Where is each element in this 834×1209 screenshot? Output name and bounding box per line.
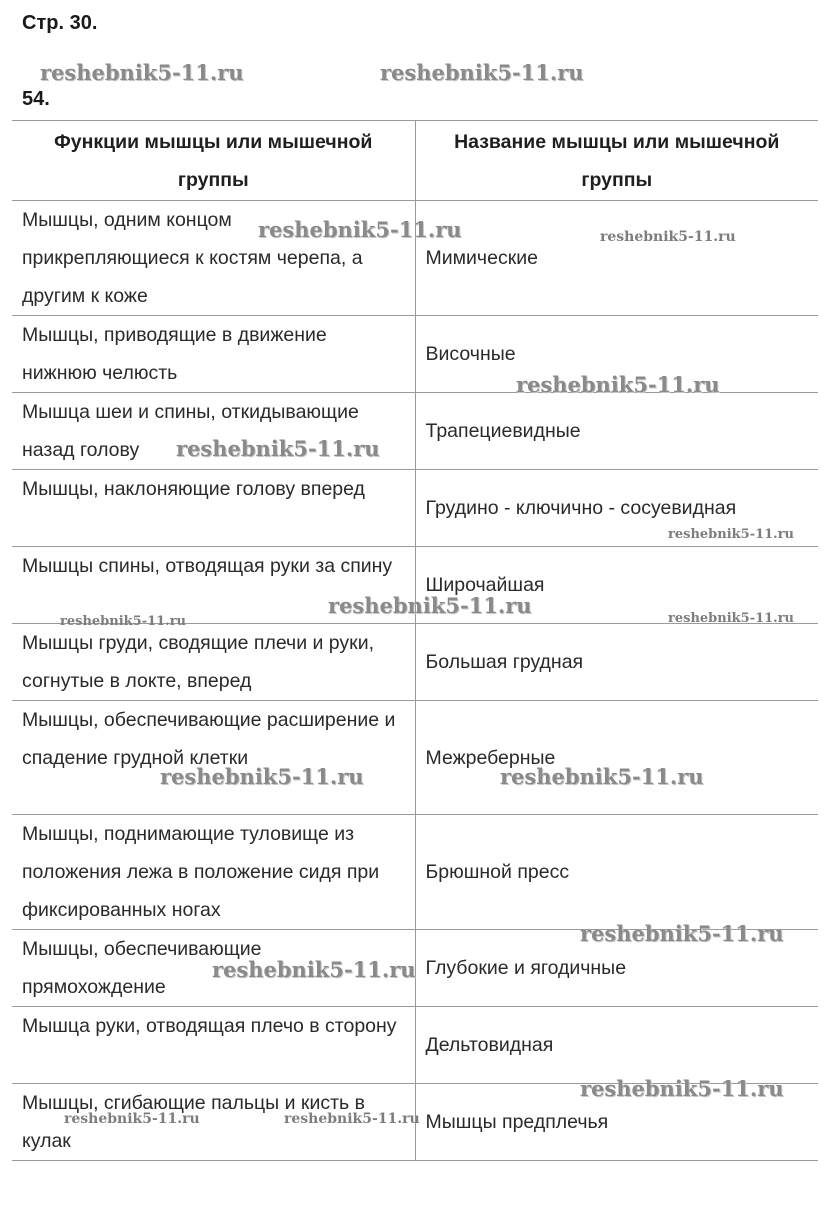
watermark: reshebnik5-11.ru xyxy=(212,957,416,982)
watermark: reshebnik5-11.ru xyxy=(328,593,532,618)
answer-table xyxy=(12,120,818,1161)
muscle-name-cell: Глубокие и ягодичные xyxy=(415,930,818,1007)
table-row xyxy=(12,701,818,815)
muscle-name-cell: Большая грудная xyxy=(415,624,818,701)
table-row xyxy=(12,316,818,393)
muscle-name-cell: Широчайшая xyxy=(415,547,818,624)
watermark: reshebnik5-11.ru xyxy=(600,229,736,245)
muscle-name-cell: Височные xyxy=(415,316,818,393)
table-row xyxy=(12,393,818,470)
muscle-name-cell: Грудино - ключично - сосуевидная xyxy=(415,470,818,547)
table-row xyxy=(12,815,818,930)
function-cell: Мышцы, поднимающие туловище из положения лежа в положение сидя при фиксированных ногах xyxy=(12,815,415,930)
function-cell: Мышцы спины, отводящая руки за спину xyxy=(12,547,415,624)
watermark: reshebnik5-11.ru xyxy=(40,60,244,85)
muscle-name-cell: Мимические xyxy=(415,201,818,316)
function-cell: Мышцы, одним концом прикрепляющиеся к костям черепа, а другим к коже xyxy=(12,201,415,316)
watermark: reshebnik5-11.ru xyxy=(176,436,380,461)
function-cell: Мышцы груди, сводящие плечи и руки, согнутые в локте, вперед xyxy=(12,624,415,701)
watermark: reshebnik5-11.ru xyxy=(580,1076,784,1101)
watermark: reshebnik5-11.ru xyxy=(500,764,704,789)
header-functions: Функции мышцы или мышечной группы xyxy=(12,121,415,201)
function-cell: Мышцы, наклоняющие голову вперед xyxy=(12,470,415,547)
muscle-name-cell: Мышцы предплечья xyxy=(415,1084,818,1161)
watermark: reshebnik5-11.ru xyxy=(516,372,720,397)
table-row xyxy=(12,470,818,547)
watermark: reshebnik5-11.ru xyxy=(580,921,784,946)
function-cell: Мышцы, обеспечивающие прямохождение xyxy=(12,930,415,1007)
table-row xyxy=(12,201,818,316)
muscle-name-cell: Брюшной пресс xyxy=(415,815,818,930)
watermark: reshebnik5-11.ru xyxy=(64,1111,200,1127)
muscle-name-cell: Трапециевидные xyxy=(415,393,818,470)
muscle-name-cell: Межреберные xyxy=(415,701,818,815)
watermark: reshebnik5-11.ru xyxy=(60,614,187,629)
function-cell: Мышцы, сгибающие пальцы и кисть в кулак xyxy=(12,1084,415,1161)
table-row xyxy=(12,547,818,624)
function-cell: Мышца руки, отводящая плечо в сторону xyxy=(12,1007,415,1084)
watermark: reshebnik5-11.ru xyxy=(380,60,584,85)
task-number: 54. xyxy=(22,88,50,110)
table-header-row xyxy=(12,121,818,201)
watermark: reshebnik5-11.ru xyxy=(258,217,462,242)
page-reference: Стр. 30. xyxy=(22,12,98,34)
watermark: reshebnik5-11.ru xyxy=(284,1111,420,1127)
function-cell: Мышцы, обеспечивающие расширение и спадение грудной клетки xyxy=(12,701,415,815)
function-cell: Мышцы, приводящие в движение нижнюю челюсть xyxy=(12,316,415,393)
watermark: reshebnik5-11.ru xyxy=(668,611,795,626)
header-muscle-names: Название мышцы или мышечной группы xyxy=(415,121,818,201)
table-row xyxy=(12,1084,818,1161)
function-cell: Мышца шеи и спины, откидывающие назад голову xyxy=(12,393,415,470)
table-row xyxy=(12,624,818,701)
watermark: reshebnik5-11.ru xyxy=(160,764,364,789)
table-row xyxy=(12,1007,818,1084)
watermark: reshebnik5-11.ru xyxy=(668,527,795,542)
muscle-name-cell: Дельтовидная xyxy=(415,1007,818,1084)
table-row xyxy=(12,930,818,1007)
